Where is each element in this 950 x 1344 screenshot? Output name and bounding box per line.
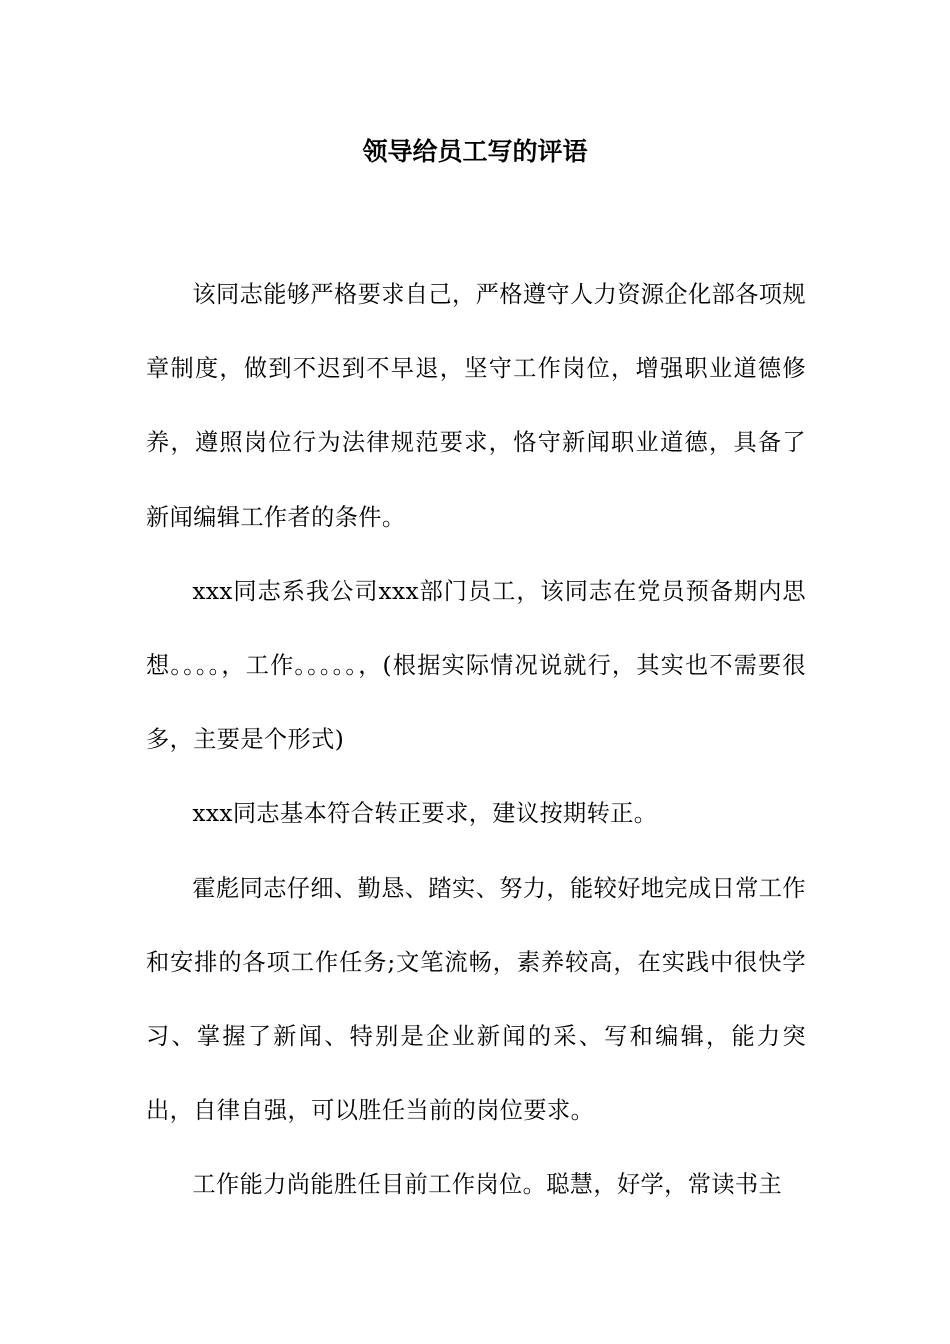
paragraph-3: xxx同志基本符合转正要求，建议按期转正。: [192, 800, 658, 828]
paragraph-5: 工作能力尚能胜任目前工作岗位。聪慧，好学，常读书主: [192, 1171, 783, 1199]
document-body: [146, 258, 806, 1223]
paragraph-2: xxx同志系我公司xxx部门员工，该同志在党员预备期内思想。。。。，工作。。。。。，(根据实际情况说就行，其实也不需要很多，主要是个形式): [146, 577, 806, 754]
paragraph-4: 霍彪同志仔细、勤恳、踏实、努力，能较好地完成日常工作和安排的各项工作任务;文笔流畅，素养较高，在实践中很快学习、掌握了新闻、特别是企业新闻的采、写和编辑，能力突出，自律自强，可以胜任当前的岗位要求。: [146, 874, 806, 1125]
paragraph-1: 该同志能够严格要求自己，严格遵守人力资源企化部各项规章制度，做到不迟到不早退，坚守工作岗位，增强职业道德修养，遵照岗位行为法律规范要求，恪守新闻职业道德，具备了新闻编辑工作者的条件。: [146, 281, 806, 531]
document-title: 领导给员工写的评语: [362, 137, 588, 166]
